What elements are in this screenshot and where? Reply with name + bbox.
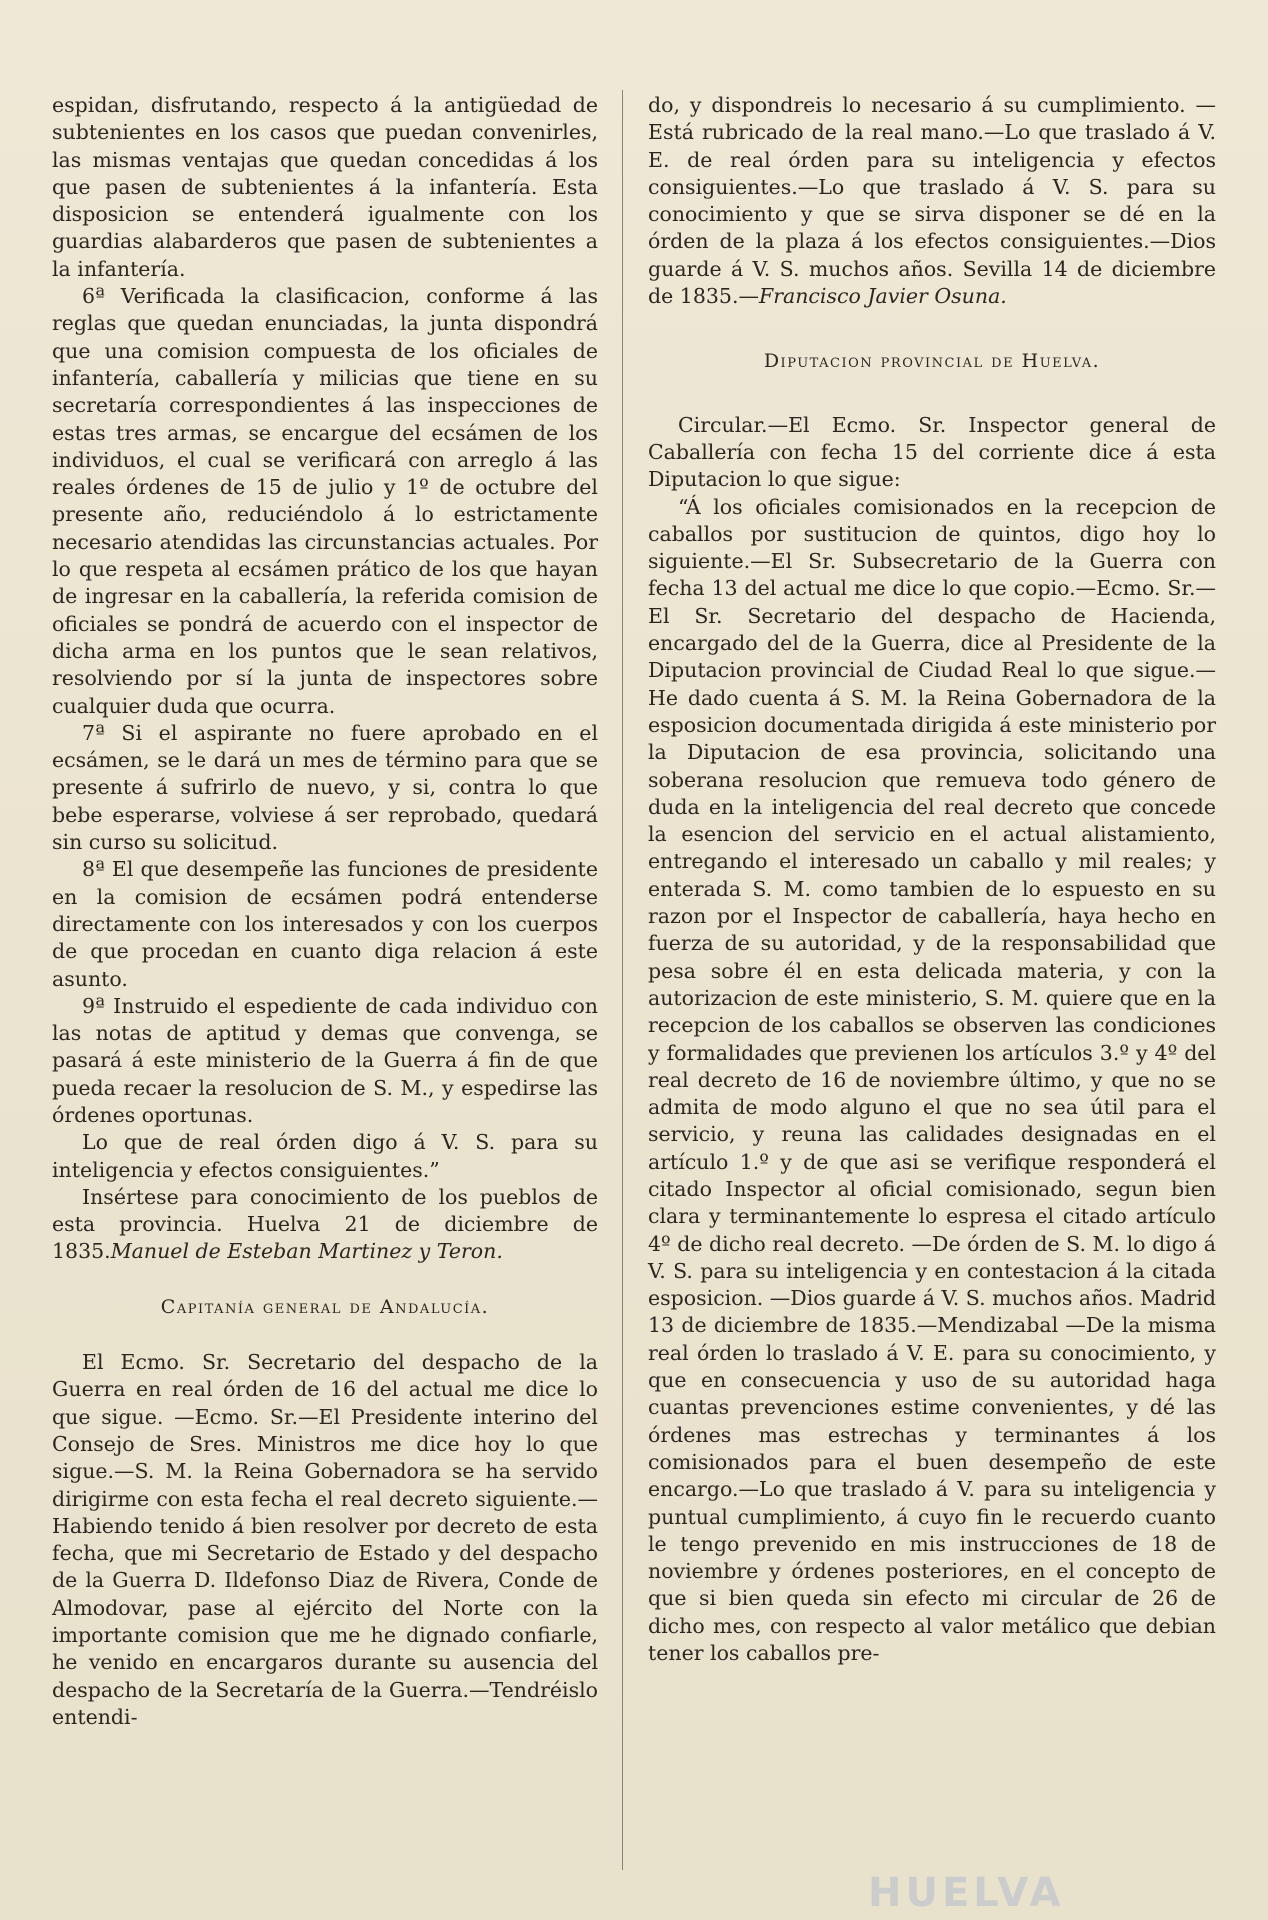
paragraph-continuation — [648, 92, 1216, 310]
paragraph-circular: Circular.—El Ecmo. Sr. Inspector general de Caballería con fecha 15 del corriente dice á esta Diputacion lo que sigue: — [648, 412, 1216, 492]
paragraph-article-9: 9ª Instruido el espediente de cada individuo con las notas de aptitud y demas que convenga, se pasará á este ministerio de la Guerra á fin de que pueda recaer la resolucion de S. M., y espedirse las órdenes oportunas. — [52, 993, 598, 1127]
watermark-huelva: HUELVA — [868, 1870, 1065, 1916]
paragraph-article-7: 7ª Si el aspirante no fuere aprobado en el ecsámen, se le dará un mes de término para que se presente á sufrirlo de nuevo, y si, contra lo que bebe esperarse, volviese á ser reprobado, quedará sin curso su solicitud. — [52, 720, 598, 855]
heading-diputacion-provincial: Diputacion provincial de Huelva. — [763, 350, 1101, 373]
paragraph-closing-order: Lo que de real órden digo á V. S. para su inteligencia y efectos consiguientes.” — [52, 1130, 598, 1182]
paragraph-article-8: 8ª El que desempeñe las funciones de presidente en la comision de ecsámen podrá entenderse directamente con los interesados y con los cuerpos de que procedan en cuanto diga relacion á este asunto. — [52, 857, 598, 991]
signature-francisco-javier-osuna: Francisco Javier Osuna. — [758, 284, 1007, 309]
paragraph-article-6: 6ª Verificada la clasificacion, conforme á las reglas que quedan enunciadas, la junta dispondrá que una comision compuesta de los oficiales de infantería, caballería y milicias que tiene en su secretaría correspondientes á las inspecciones de estas tres armas, se encargue del ecsámen de los individuos, el cual se verificará con arreglo á las reales órdenes de 15 de julio y 1º de octubre del presente año, reduciéndolo á lo estrictamente necesario atendidas las circunstancias actuales. Por lo que respeta al ecsámen prático de los que hayan de ingresar en la caballería, la referida comision de oficiales se pondrá de acuerdo con el inspector de dicha arma en los puntos que le sean relativos, resolviendo por sí la junta de inspectores sobre cualquier duda que ocurra. — [52, 284, 598, 718]
paragraph-oficiales-comisionados: “Á los oficiales comisionados en la recepcion de caballos por sustitucion de quintos, digo hoy lo siguiente.—El Sr. Subsecretario de la Guerra con fecha 13 del actual me dice lo que copio.—Ecmo. Sr.—El Sr. Secretario del despacho de Hacienda, encargado del de la Guerra, dice al Presidente de la Diputacion provincial de Ciudad Real lo que sigue.—He dado cuenta á S. M. la Reina Gobernadora de la esposicion documentada dirigida á este ministerio por la Diputacion de esa provincia, solicitando una soberana resolucion que remueva todo género de duda en la inteligencia del real decreto que concede la esencion del servicio en el actual alistamiento, entregando el interesado un caballo y mil reales; y enterada S. M. como tambien de lo espuesto en su razon por el Inspector de caballería, haya hecho en fuerza de su autoridad, y de la responsabilidad que pesa sobre él en esta delicada materia, y con la autorizacion de este ministerio, S. M. quiere que en la recepcion de los caballos se observen las condiciones y formalidades que previenen los artículos 3.º y 4º del real decreto de 16 de noviembre último, y que no se admita de modo alguno el que no sea útil para el servicio, y reuna las calidades designadas en el artículo 1.º y de que asi se verifique responderá el citado Inspector al oficial comisionado, segun bien clara y terminantemente lo espresa el citado artículo 4º de dicho real decreto. —De órden de S. M. lo digo á V. S. para su inteligencia y en contestacion á la citada esposicion. —Dios guarde á V. S. muchos años. Madrid 13 de diciembre de 1835.—Mendizabal —De la misma real órden lo traslado á V. E. para su conocimiento, y que en consecuencia y uso de su autoridad haga cuantas prevenciones estime convenientes, y dé las órdenes mas estrechas y terminantes á los comisionados para el buen desempeño de este encargo.—Lo que traslado á V. para su inteligencia y puntual cumplimiento, á cuyo fin le recuerdo cuanto le tengo prevenido en mis instrucciones de 18 de noviembre y órdenes posteriores, en el concepto de que si bien queda sin efecto mi circular de 26 de dicho mes, con respecto al valor metálico que debian tener los caballos pre- — [648, 494, 1216, 1666]
insertese-text: Insértese para conocimiento de los pueblos de esta provincia. Huelva 21 de diciembre de 1835. — [52, 1184, 598, 1264]
continuation-text: do, y dispondreis lo necesario á su cumplimiento. —Está rubricado de la real mano.—Lo que traslado á V. E. de real órden para su inteligencia y efectos consiguientes.—Lo que traslado á V. S. para su conocimiento y que se sirva disponer se dé en la órden de la plaza á los efectos consiguientes.—Dios guarde á V. S. muchos años. Sevilla 14 de diciembre de 1835.— — [648, 93, 1216, 309]
right-column — [648, 92, 1216, 1667]
left-column — [52, 92, 598, 1731]
paragraph-intro: espidan, disfrutando, respecto á la antigüedad de subtenientes en los casos que puedan convenirles, las mismas ventajas que quedan concedidas á los que pasen de subtenientes á la infantería. Esta disposicion se entenderá igualmente con los guardias alabarderos que pasen de subtenientes a la infantería. — [52, 93, 598, 281]
paragraph-insertese — [52, 1184, 598, 1266]
heading-capitania-general: Capitanía general de Andalucía. — [160, 1295, 490, 1318]
signature-manuel-de-esteban: Manuel de Esteban Martinez y Teron. — [110, 1239, 503, 1264]
column-divider — [622, 90, 623, 1870]
paragraph-capitania: El Ecmo. Sr. Secretario del despacho de la Guerra en real órden de 16 del actual me dice lo que sigue. —Ecmo. Sr.—El Presidente interino del Consejo de Sres. Ministros me dice hoy lo que sigue.—S. M. la Reina Gobernadora se ha servido dirigirme con esta fecha el real decreto siguiente.—Habiendo tenido á bien resolver por decreto de esta fecha, que mi Secretario de Estado y del despacho de la Guerra D. Ildefonso Diaz de Rivera, Conde de Almodovar, pase al ejército del Norte con la importante comision que me he dignado confiarle, he venido en encargaros durante su ausencia del despacho de la Secretaría de la Guerra.—Tendréislo entendi- — [52, 1350, 598, 1729]
